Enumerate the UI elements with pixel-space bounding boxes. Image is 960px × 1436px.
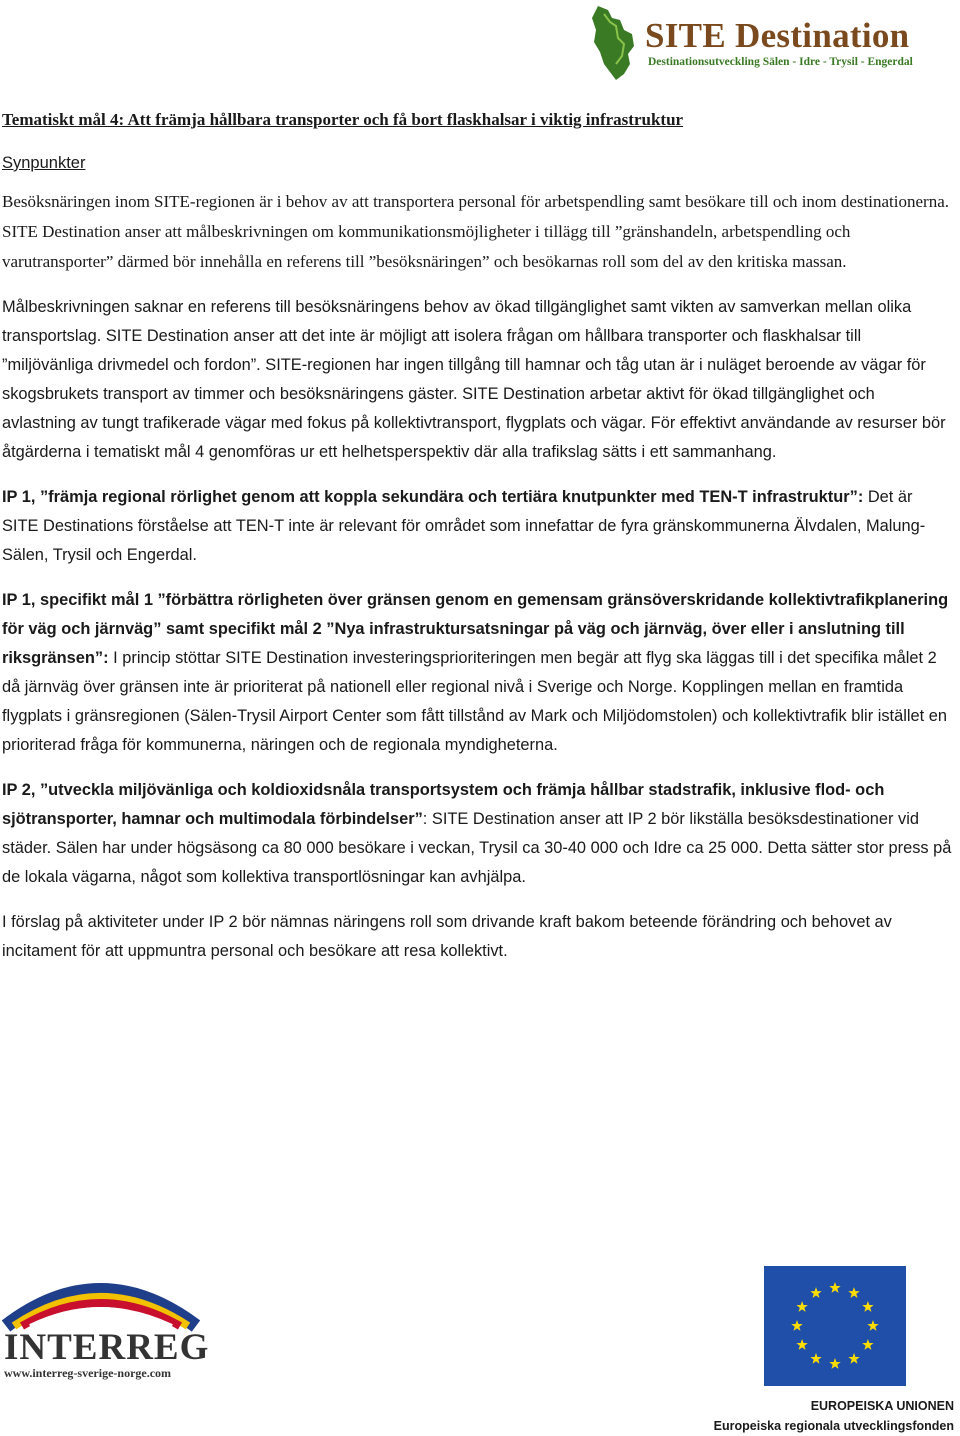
eu-star: [810, 1287, 821, 1298]
document-body: [2, 110, 952, 982]
eu-star: [796, 1339, 807, 1350]
paragraph-4-lead: IP 1, specifikt mål 1 ”förbättra rörligheten över gränsen genom en gemensam gränsöverskridande kollektivtrafikplanering för väg och järnväg” samt specifikt mål 2 ”Nya infrastruktursatsningar på väg och järnväg, över eller i anslutning till riksgränsen”:: [2, 591, 949, 667]
eu-flag: [764, 1266, 906, 1386]
paragraph-4: [2, 586, 952, 760]
eu-star: [829, 1282, 840, 1293]
interreg-logo: [0, 1262, 210, 1382]
eu-star: [791, 1320, 802, 1331]
paragraph-3-lead: IP 1, ”främja regional rörlighet genom att koppla sekundära och tertiära knutpunkter med TEN-T infrastruktur”:: [2, 488, 864, 506]
page-title: Tematiskt mål 4: Att främja hållbara transporter och få bort flaskhalsar i viktig infrastruktur: [2, 110, 684, 129]
logo-name: SITE Destination: [645, 16, 910, 55]
paragraph-4-text: I princip stöttar SITE Destination investeringsprioriteringen men begär att flyg ska läggas till i det specifika målet 2 då järnväg över gränsen inte är prioriterat på nationell eller regional nivå i Sverige och Norge. Kopplingen mellan en framtida flygplats i gränsregionen (Sälen-Trysil Airport Center som fått tillstånd av Mark och Miljödomstolen) och kollektivtrafik blir istället en prioriterad fråga för kommunerna, näringen och de regionala myndigheterna.: [2, 649, 947, 754]
section-heading: Synpunkter: [2, 154, 86, 172]
paragraph-1-intro: Besöksnäringen inom SITE-regionen är i behov av att transportera personal för arbetspendling samt besökare till och inom destinationerna.: [2, 192, 950, 211]
eu-star: [848, 1287, 859, 1298]
eu-caption-line-2: Europeiska regionala utvecklingsfonden: [713, 1419, 954, 1433]
paragraph-3: [2, 483, 952, 570]
eu-star: [829, 1358, 840, 1369]
eu-star: [810, 1353, 821, 1364]
eu-star: [862, 1339, 873, 1350]
eu-stars-icon: [764, 1266, 906, 1386]
site-destination-logo: [590, 4, 930, 80]
region-map-icon: [590, 4, 640, 82]
paragraph-5-lead: IP 2, ”utveckla miljövänliga och koldioxidsnåla transportsystem och främja hållbar stadstrafik, inklusive flod- och sjötransporter, hamnar och multimodala förbindelser”: [2, 781, 885, 828]
eu-star: [867, 1320, 878, 1331]
paragraph-3-text: Det är SITE Destinations förståelse att TEN-T inte är relevant för området som innefattar de fyra gränskommunerna Älvdalen, Malung-Sälen, Trysil och Engerdal.: [2, 488, 926, 564]
paragraph-5-text: : SITE Destination anser att IP 2 bör likställa besöksdestinationer vid städer. Sälen har under högsäsong ca 80 000 besökare i veckan, Trysil ca 30-40 000 och Idre ca 25 000. Detta sätter stor press på de lokala vägarna, något som kollektiva transportlösningar kan avhjälpa.: [2, 810, 952, 886]
paragraph-5: [2, 776, 952, 892]
interreg-name: INTERREG: [4, 1327, 210, 1368]
eu-caption: [714, 1396, 954, 1436]
eu-star: [848, 1353, 859, 1364]
interreg-url: www.interreg-sverige-norge.com: [4, 1366, 172, 1380]
eu-star: [862, 1301, 873, 1312]
eu-caption-line-1: EUROPEISKA UNIONEN: [810, 1399, 954, 1413]
paragraph-6: I förslag på aktiviteter under IP 2 bör nämnas näringens roll som drivande kraft bakom beteende förändring och behovet av incitament för att uppmuntra personal och besökare att resa kollektivt.: [2, 913, 892, 960]
logo-tagline: Destinationsutveckling Sälen - Idre - Trysil - Engerdal: [648, 56, 913, 68]
paragraph-1: [2, 187, 952, 277]
eu-star: [796, 1301, 807, 1312]
interreg-arc-icon: [0, 1262, 200, 1332]
paragraph-2: Målbeskrivningen saknar en referens till besöksnäringens behov av ökad tillgänglighet samt vikten av samverkan mellan olika transportslag. SITE Destination anser att det inte är möjligt att isolera frågan om hållbara transporter och flaskhalsar till ”miljövänliga drivmedel och fordon”. SITE-regionen har ingen tillgång till hamnar och tåg utan är i nuläget beroende av vägar för skogsbrukets transport av timmer och besöksnäringens gäster. SITE Destination arbetar aktivt för ökad tillgänglighet och avlastning av tungt trafikerade vägar med fokus på kollektivtransport, flygplats och vägar. För effektivt användande av resurser bör åtgärderna i tematiskt mål 4 genomföras ur ett helhetsperspektiv där alla trafikslag sätts i ett sammanhang.: [2, 298, 946, 461]
paragraph-1-text: SITE Destination anser att målbeskrivningen om kommunikationsmöjligheter i tillägg till ”gränshandeln, arbetspendling och varutransporter” därmed bör innehålla en referens till ”besöksnäringen” och besökarnas roll som del av den kritiska massan.: [2, 222, 851, 271]
